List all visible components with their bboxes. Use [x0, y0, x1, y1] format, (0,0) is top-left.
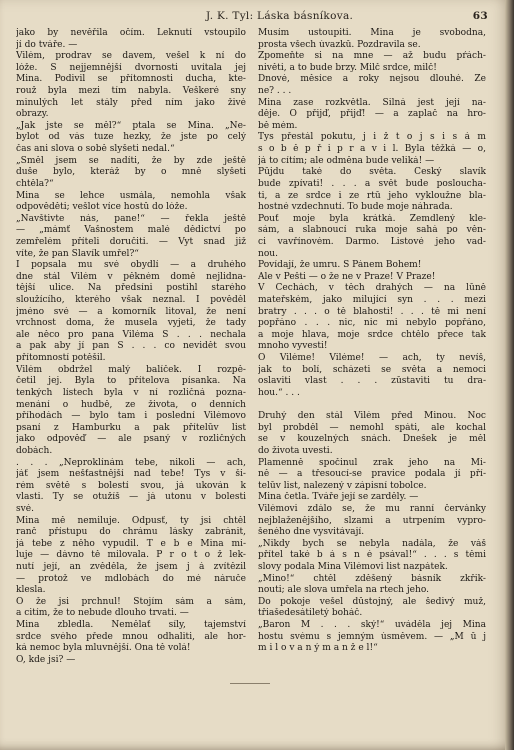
text-line: hou.“ . . . — [258, 387, 300, 398]
text-line: ranč přístupu do chrámu lásky zabránit, — [16, 527, 246, 538]
text-line: ne? . . . — [258, 86, 292, 97]
text-line: O Viléme! Viléme! — ach, ty nevíš, — [258, 353, 486, 364]
left-text-column — [16, 28, 246, 667]
text-line: nouti; ale slova umřela na rtech jeho. — [258, 585, 430, 596]
text-line: sám, a slabnoucí ruka moje sahá po věn- — [258, 225, 486, 236]
text-line: — protož ve mdlobách do mé náruče — [16, 573, 246, 584]
text-line: Plamenně spočinul zrak jeho na Mi- — [258, 457, 486, 468]
text-line: prosta všech úvazků. Pozdravila se. — [258, 39, 421, 50]
text-line: popřáno . . . nic, nic mi nebylo popřáno, — [258, 318, 486, 329]
text-line: jako by nevěřila očím. Leknutí vstoupilo — [16, 28, 246, 38]
text-line: Musím ustoupiti. Mina je svobodna, — [258, 28, 486, 38]
text-line: mateřském, jako milující syn . . . mezi — [258, 295, 486, 306]
text-line: „Jak jste se měl?“ ptala se Mina. „Ne- — [16, 120, 246, 131]
page-number: 63 — [472, 10, 488, 22]
text-line: Půjdu také do světa. Český slavík — [258, 167, 486, 178]
text-line: „Směl jsem se nadíti, že by zde ještě — [16, 155, 246, 166]
text-line: „Mino!“ chtěl zděšený básník zkřik- — [258, 573, 486, 584]
text-line: menání o hudbě, ze života, o denních — [16, 399, 246, 410]
text-line: obrazy. — [16, 109, 49, 120]
text-line: rouž byla mezi tím nabyla. Veškeré sny — [16, 86, 246, 97]
text-line: O, kde jsi? — — [16, 654, 76, 665]
text-line: duše bylo, kteráž by o mně slyšeti — [16, 167, 246, 178]
text-line: m i l o v a n ý m a n ž e l!“ — [258, 643, 378, 654]
text-line: minulých let stály před ním jako živé — [16, 97, 246, 108]
text-line: sloužícího, kterého však neznal. I pověděl — [16, 295, 246, 306]
text-line: s o b ě p ř i p r a v i l. Byla těžká — o, — [258, 144, 486, 155]
text-line: a pak aby jí pan S . . . co nevidět svou — [16, 341, 246, 352]
text-line: jak to bolí, scházeti se světa a nemoci — [258, 364, 486, 375]
text-line: ci vavřínovém. Darmo. Listové jeho vad- — [258, 236, 486, 247]
text-line: četil jej. Byla to přítelova písanka. Na — [16, 376, 246, 387]
text-line: dobách. — [16, 445, 53, 456]
text-line: klesla. — [16, 585, 46, 596]
text-line: ti, a ze srdce i ze rtů jeho vykloužne bla- — [258, 190, 486, 201]
text-line: hostu svému s jemným úsměvem. — „M ů j — [258, 631, 486, 642]
text-line: víte, že pan Slavík umřel?“ — [16, 248, 139, 259]
text-line: „Navštivte nás, pane!“ — řekla ještě — [16, 213, 246, 224]
text-line: příhodách — bylo tam i poslední Vilémovo — [16, 411, 246, 422]
text-line: bratry . . . o tě blahosti! . . . tě mi není — [258, 306, 486, 317]
text-line: Mina mě nemiluje. Odpusť, ty jsi chtěl — [16, 515, 246, 526]
text-line: Ale v Pešti — o že ne v Praze! V Praze! — [258, 271, 436, 282]
text-line: Mina se lehce usmála, nemohla však — [16, 190, 246, 201]
text-line: nou. — [258, 248, 278, 259]
text-line: . . . „Neproklínám tebe, nikoli — ach, — [16, 457, 246, 468]
text-line: přítel také b á s n é psával!“ . . . s těmi — [258, 550, 486, 561]
text-line: třiašedesátiletý boháč. — [258, 608, 363, 619]
text-line: mnoho vyvesti! — [258, 341, 328, 352]
text-line: Vilém obdržel malý balíček. I rozpě- — [16, 364, 246, 375]
text-line: hostné vzdechnutí. To bude moje náhrada. — [258, 202, 453, 213]
text-line: ně — a třesoucí-se pravice podala jí pří- — [258, 469, 486, 480]
text-line: rém světě s bolestí svou, já ukován k — [16, 480, 246, 491]
text-line: jáť jsem nešťastnější nad tebe! Tys v ši- — [16, 469, 246, 480]
page-edge-shadow — [505, 0, 514, 750]
text-line: Dnové, měsíce a roky nejsou dlouhé. Že — [258, 74, 486, 85]
text-line: Mina. Podivil se přítomnosti ducha, kte- — [16, 74, 246, 85]
running-title: J. K. Tyl: Láska básníkova. — [206, 10, 354, 22]
text-line: děje. O přijď, přijď! — a zaplač na hro- — [258, 109, 486, 120]
text-line: Zpomeňte si na mne — až budu pŕách- — [258, 51, 486, 62]
text-line: ale něco pro pana Viléma S . . . nechala — [16, 329, 246, 340]
text-line: bylot od vás tuze hezky, že jste po celý — [16, 132, 246, 143]
text-line: Povídají, že umru. S Pánem Bohem! — [258, 260, 422, 271]
text-line: I popsala mu své obydlí — a druhého — [16, 260, 246, 271]
text-line: — „mámť Vašnostem malé dědictví po — [16, 225, 246, 236]
text-line: chtěla?“ — [16, 178, 54, 189]
text-line: „Baron M . . . ský!“ uváděla jej Mina — [258, 620, 486, 631]
text-line: vlasti. Ty se otužíš — já utonu v bolesti — [16, 492, 246, 503]
text-line: já to cítím; ale odměna bude veliká! — — [258, 155, 435, 166]
text-line: Mina četla. Tváře její se zarděly. — — [258, 492, 419, 503]
text-line: „Nikdy bych se nebyla nadála, že váš — [258, 538, 486, 549]
text-line: vrchnost doma, že musela vyjeti, že tady — [16, 318, 246, 329]
text-line: bude zpívati! . . . a svět bude poslouchа- — [258, 178, 486, 189]
text-line: zemřelém příteli doručiti. — Vyt snad již — [16, 236, 246, 247]
text-line: se v kouzelných snách. Dnešek je měl — [258, 434, 486, 445]
text-line: psaní z Hamburku a pak přítelův list — [16, 422, 246, 433]
text-line: a moje hlava, moje srdce chtělo přece tak — [258, 329, 486, 340]
text-line: Tys přestál pokutu, j i ž t o j s i s á m — [258, 132, 486, 143]
text-line: ká nemoc byla mluvnější. Ona tě volá! — [16, 643, 191, 654]
text-line: slovy podala Mina Vilémovi list nazpátek. — [258, 562, 448, 573]
text-line: nivěti, a to bude brzy. Milč srdce, milč! — [258, 62, 437, 73]
section-end-rule — [230, 683, 270, 684]
text-line: nejblaženějšího, slzami a utrpením vypro- — [258, 515, 486, 526]
text-line: nutí její, an zvěděla, že jsem j á zvítězil — [16, 562, 246, 573]
text-line: a citím, že to nebude dlouho trvati. — — [16, 608, 189, 619]
running-header — [18, 10, 492, 26]
text-line: Mina zbledla. Nemělať síly, tajemství — [16, 620, 246, 631]
text-line: tenkých lístech byla v ní rozličná pozna- — [16, 387, 246, 398]
text-line: šeného dne vysvitávají. — [258, 527, 365, 538]
text-line: Vilém, prodrav se davem, vešel k ní do — [16, 51, 246, 62]
text-line: přítomností potěšil. — [16, 353, 106, 364]
text-line: jako odpověď — ale psaný v rozličných — [16, 434, 246, 445]
text-line: V Čechách, v těch drahých — na lůně — [258, 283, 486, 294]
text-line: jméno své — a komorník litoval, že není — [16, 306, 246, 317]
text-line: oslaviti vlast . . . zůstaviti tu dra- — [258, 376, 486, 387]
text-line: Druhý den stál Vilém před Minou. Noc — [258, 411, 486, 422]
text-line: O že jsi prchnul! Stojím sám a sám, — [16, 596, 246, 607]
text-line: bě mém. — [258, 120, 298, 131]
text-line — [258, 400, 486, 412]
text-line: srdce svého přede mnou odhaliti, ale hor- — [16, 631, 246, 642]
text-line: lóže. S nejjemnější dvornosti uvítala jej — [16, 62, 246, 73]
text-line: odpověděti; vešlot více hostů do lóže. — [16, 202, 188, 213]
text-line: jí do tváře. — — [16, 39, 78, 50]
text-line: telův list, nalezený v zápisní tobolce. — [258, 480, 427, 491]
text-line: Mina zase rozkvětla. Silná jest její na- — [258, 97, 486, 108]
text-line: byl probděl — nemohl spáti, ale kochal — [258, 422, 486, 433]
text-line: Vilémovi zdálo se, že mu ranní červánky — [258, 503, 486, 514]
text-line: já tebe z něho vypudil. T e b e Mina mi- — [16, 538, 246, 549]
text-line: dne stál Vilém v pěkném domě nejlidna- — [16, 271, 246, 282]
text-line: do života uvesti. — [258, 445, 333, 456]
text-line: tější ulice. Na předsíni postihl starého — [16, 283, 246, 294]
text-line: čas ani slova o sobě slyšeti nedal.“ — [16, 144, 175, 155]
text-line: luje — dávno tě milovala. P r o t o ž lek- — [16, 550, 246, 561]
text-line: Pouť moje byla krátká. Zemdlený kle- — [258, 213, 486, 224]
text-line: Do pokoje vešel důstojný, ale šedivý muž, — [258, 596, 486, 607]
right-text-column — [258, 28, 486, 655]
text-line: své. — [16, 503, 34, 514]
